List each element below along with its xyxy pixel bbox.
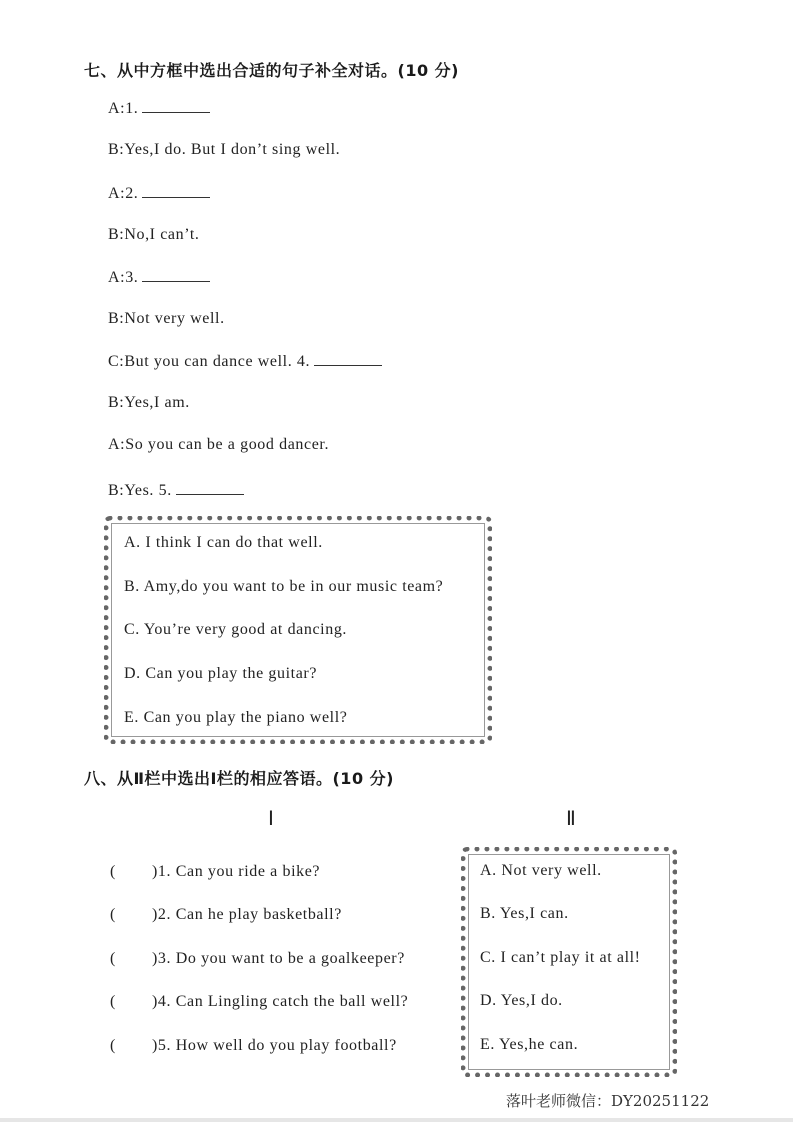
dialogue-text: B:Yes,I am. [108,394,190,411]
question-item: )1. Can you ride a bike? [152,863,321,880]
answer-paren[interactable]: ( [110,993,116,1010]
answer-blank[interactable] [142,267,210,282]
dialogue-text: A:1. [108,100,139,117]
dialogue-text: A:So you can be a good dancer. [108,436,330,453]
page-bottom-edge [0,1118,793,1122]
answer-option: C. I can’t play it at all! [480,949,641,966]
option-item: C. You’re very good at dancing. [124,621,348,638]
answer-option: D. Yes,I do. [480,992,563,1009]
answer-blank[interactable] [142,183,210,198]
dialogue-line [108,226,200,244]
column2-label: Ⅱ [566,808,576,830]
answer-blank[interactable] [176,480,244,495]
dialogue-line [108,394,190,412]
section8-heading: 八、从Ⅱ栏中选出Ⅰ栏的相应答语。(10 分) [84,769,394,788]
dialogue-text: B:Yes,I do. But I don’t sing well. [108,141,341,158]
dialogue-line [108,98,210,118]
dialogue-line [108,480,244,500]
column1-label: Ⅰ [268,808,274,830]
answer-paren[interactable]: ( [110,863,116,880]
dialogue-line [108,141,340,159]
dialogue-text: A:3. [108,269,139,286]
answer-paren[interactable]: ( [110,1037,116,1054]
option-item: D. Can you play the guitar? [124,665,318,682]
dialogue-text: B:Not very well. [108,310,225,327]
dialogue-line [108,310,225,328]
dialogue-line [108,351,382,371]
dialogue-line [108,183,210,203]
dialogue-line [108,436,329,454]
question-item: )5. How well do you play football? [152,1037,397,1054]
answer-paren[interactable]: ( [110,906,116,923]
answer-option: E. Yes,he can. [480,1036,579,1053]
answer-option: B. Yes,I can. [480,905,569,922]
dialogue-text: C:But you can dance well. 4. [108,353,311,370]
question-item: )3. Do you want to be a goalkeeper? [152,950,405,967]
answer-blank[interactable] [314,351,382,366]
section7-heading: 七、从中方框中选出合适的句子补全对话。(10 分) [84,61,459,80]
question-item: )4. Can Lingling catch the ball well? [152,993,409,1010]
answer-blank[interactable] [142,98,210,113]
dialogue-text: B:No,I can’t. [108,226,200,243]
option-item: E. Can you play the piano well? [124,709,348,726]
option-item: B. Amy,do you want to be in our music team? [124,578,444,595]
dialogue-text: B:Yes. 5. [108,482,172,499]
option-item: A. I think I can do that well. [124,534,323,551]
dialogue-text: A:2. [108,185,139,202]
question-item: )2. Can he play basketball? [152,906,342,923]
answer-paren[interactable]: ( [110,950,116,967]
watermark: 落叶老师微信：DY20251122 [506,1092,710,1110]
answer-option: A. Not very well. [480,862,602,879]
dialogue-line [108,267,210,287]
